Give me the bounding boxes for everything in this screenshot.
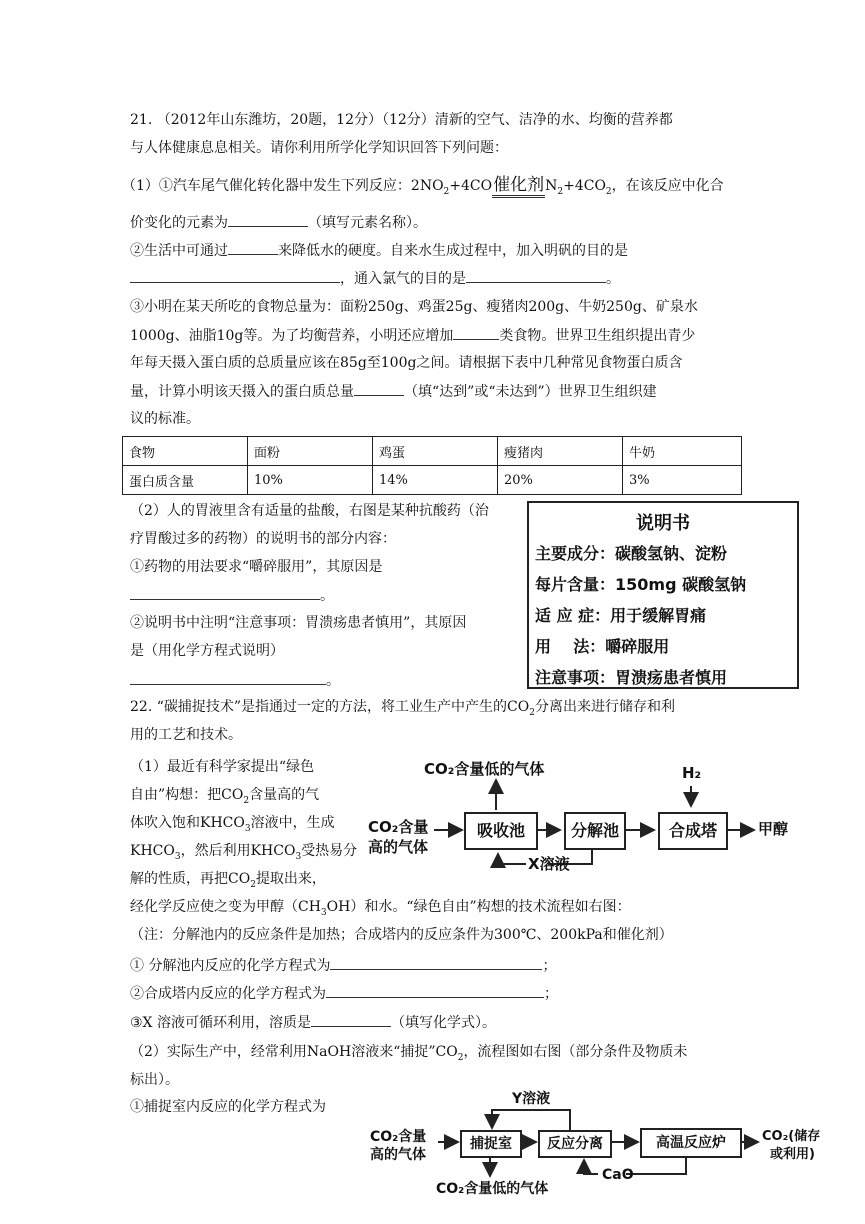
absorption-tank: 吸收池	[464, 812, 538, 850]
answer-blank[interactable]	[453, 325, 499, 340]
q22-part1-line-4: $KHCO_3$，然后利用$KHCO_3$受热易分	[130, 843, 358, 862]
q21-line-1: 21. （2012年山东潍坊，20题，12分）（12分）清新的空气、洁净的水、均衡的营养都	[130, 112, 673, 128]
q22-part1-line-5: 解的性质，再把$CO_2$提取出来，	[130, 871, 326, 890]
q21-sec2-line-5: ②说明书中注明“注意事项：胃溃疡患者慎用”，其原因	[130, 615, 467, 631]
leaflet-row: 用 法：嚼碎服用	[535, 637, 670, 656]
q21-sec2-line-3: ①药物的用法要求“嚼碎服用”，其原因是	[130, 559, 383, 575]
high-temperature-furnace: 高温反应炉	[640, 1128, 742, 1158]
q22-part1-note: （注：分解池内的反应条件是加热；合成塔内的反应条件为300℃、200kPa和催化剂）	[130, 927, 673, 943]
q22-part1-line-1: （1）最近有科学家提出“绿色	[130, 759, 315, 775]
q21-sec2-line-4: 。	[130, 585, 334, 606]
reaction-separation: 反应分离	[538, 1130, 612, 1158]
q22-part1-line-3: 体吹入饱和$KHCO_3$溶液中，生成	[130, 815, 335, 834]
naoh-capture-flowchart	[370, 1088, 830, 1198]
q22-part1-line-2: 自由”构想：把$CO_2$含量高的气	[130, 787, 320, 806]
medicine-leaflet	[527, 501, 799, 689]
q21-part2-line-1: ②生活中可通过 来降低水的硬度。自来水生成过程中，加入明矾的目的是	[130, 240, 628, 261]
q21-sec2-line-2: 疗胃酸过多的药物）的说明书的部分内容：	[130, 531, 396, 547]
methanol-label: 甲醇	[758, 820, 789, 838]
q21-sec2-line-7: 。	[130, 670, 340, 691]
y-solution-label: Y溶液	[512, 1091, 551, 1107]
q21-part3-line-3: 年每天摄入蛋白质的总质量应该在85g至100g之间。请根据下表中几种常见食物蛋白质含	[130, 355, 683, 371]
answer-blank[interactable]	[330, 955, 542, 970]
co2-storage-label: CO₂(储存	[762, 1129, 821, 1144]
table-cell: 瘦猪肉	[498, 437, 623, 466]
q22-part2-line-2: 标出）。	[130, 1072, 179, 1088]
answer-blank[interactable]	[228, 212, 308, 227]
answer-blank[interactable]	[130, 585, 320, 600]
leaflet-row: 主要成分：碳酸氢钠、淀粉	[535, 544, 728, 563]
table-cell: 面粉	[248, 437, 373, 466]
green-freedom-flowchart	[368, 758, 788, 878]
answer-blank[interactable]	[326, 983, 544, 998]
q22-part2-line-3: ①捕捉室内反应的化学方程式为	[130, 1099, 326, 1115]
q22-part1-q2: ②合成塔内反应的化学方程式为 ；	[130, 983, 558, 1004]
answer-blank[interactable]	[130, 268, 340, 283]
co2-storage-label: 或利用)	[770, 1147, 815, 1162]
q21-part1-line-1: （1）①汽车尾气催化转化器中发生下列反应：$2NO_2+4CO$催化剂$N_2+4CO_2$，在该反应中化合	[122, 175, 724, 197]
leaflet-row: 每片含量：150mg 碳酸氢钠	[535, 575, 747, 594]
answer-blank[interactable]	[354, 381, 404, 396]
cao-label: CaO	[602, 1167, 634, 1183]
low-co2-gas-label: CO₂含量低的气体	[436, 1181, 549, 1197]
q21-sec2-line-1: （2）人的胃液里含有适量的盐酸，右图是某种抗酸药（治	[130, 503, 489, 519]
table-cell: 牛奶	[623, 437, 742, 466]
high-co2-gas-label: 高的气体	[370, 1147, 426, 1163]
capture-chamber: 捕捉室	[460, 1130, 522, 1158]
table-cell: 20%	[498, 466, 623, 495]
table-cell: 3%	[623, 466, 742, 495]
q22-part1-q3: ③X 溶液可循环利用，溶质是 （填写化学式）。	[130, 1012, 496, 1033]
high-co2-gas-label: CO₂含量	[370, 1129, 427, 1145]
q21-part3-line-4: 量，计算小明该天摄入的蛋白质总量 （填“达到”或“未达到”）世界卫生组织建	[130, 381, 657, 402]
table-cell: 10%	[248, 466, 373, 495]
x-solution-label: X溶液	[528, 855, 570, 873]
table-cell: 蛋白质含量	[123, 466, 248, 495]
q22-line-2: 用的工艺和技术。	[130, 727, 242, 743]
q22-part1-line-6: 经化学反应使之变为甲醇$(CH_3OH)$和水。“绿色自由”构想的技术流程如右图：	[130, 899, 631, 918]
high-co2-gas-label: 高的气体	[368, 838, 429, 856]
q21-part1-line-2: 价变化的元素为 （填写元素名称）。	[130, 212, 427, 233]
table-cell: 14%	[373, 466, 498, 495]
h2-label: H₂	[682, 764, 702, 782]
answer-blank[interactable]	[130, 670, 326, 685]
leaflet-title: 说明书	[636, 513, 690, 534]
table-header-row	[123, 437, 742, 466]
leaflet-row: 适 应 症：用于缓解胃痛	[535, 606, 707, 625]
q22-part2-line-1: （2）实际生产中，经常利用NaOH溶液来“捕捉$”CO_2$，流程图如右图（部分条件及物质未	[130, 1044, 688, 1063]
decomposition-tank: 分解池	[564, 812, 626, 850]
answer-blank[interactable]	[466, 268, 606, 283]
q21-sec2-line-6: 是（用化学方程式说明）	[130, 643, 284, 659]
catalyst-label: 催化剂	[492, 175, 545, 198]
table-cell: 食物	[123, 437, 248, 466]
synthesis-tower: 合成塔	[658, 812, 728, 850]
protein-table	[122, 436, 742, 495]
table-row	[123, 466, 742, 495]
answer-blank[interactable]	[311, 1012, 391, 1027]
q21-part2-line-2: ，通入氯气的目的是 。	[130, 268, 620, 289]
low-co2-gas-label: CO₂含量低的气体	[424, 760, 545, 778]
q21-part3-line-2: 1000g、油脂10g等。为了均衡营养，小明还应增加 类食物。世界卫生组织提出青少	[130, 325, 695, 346]
q22-part1-q1: ① 分解池内反应的化学方程式为 ；	[130, 955, 556, 976]
q22-line-1: 22. “碳捕捉技术”是指通过一定的方法，将工业生产中产生的$CO_2$分离出来进行储存和利	[130, 699, 675, 718]
q21-part3-line-5: 议的标准。	[130, 411, 200, 427]
q21-line-2: 与人体健康息息相关。请你利用所学化学知识回答下列问题：	[130, 140, 508, 156]
q21-part3-line-1: ③小明在某天所吃的食物总量为：面粉250g、鸡蛋25g、瘦猪肉200g、牛奶250g、矿泉水	[130, 299, 698, 315]
leaflet-row: 注意事项：胃溃疡患者慎用	[535, 668, 728, 687]
answer-blank[interactable]	[228, 240, 278, 255]
high-co2-gas-label: CO₂含量	[368, 818, 429, 836]
table-cell: 鸡蛋	[373, 437, 498, 466]
